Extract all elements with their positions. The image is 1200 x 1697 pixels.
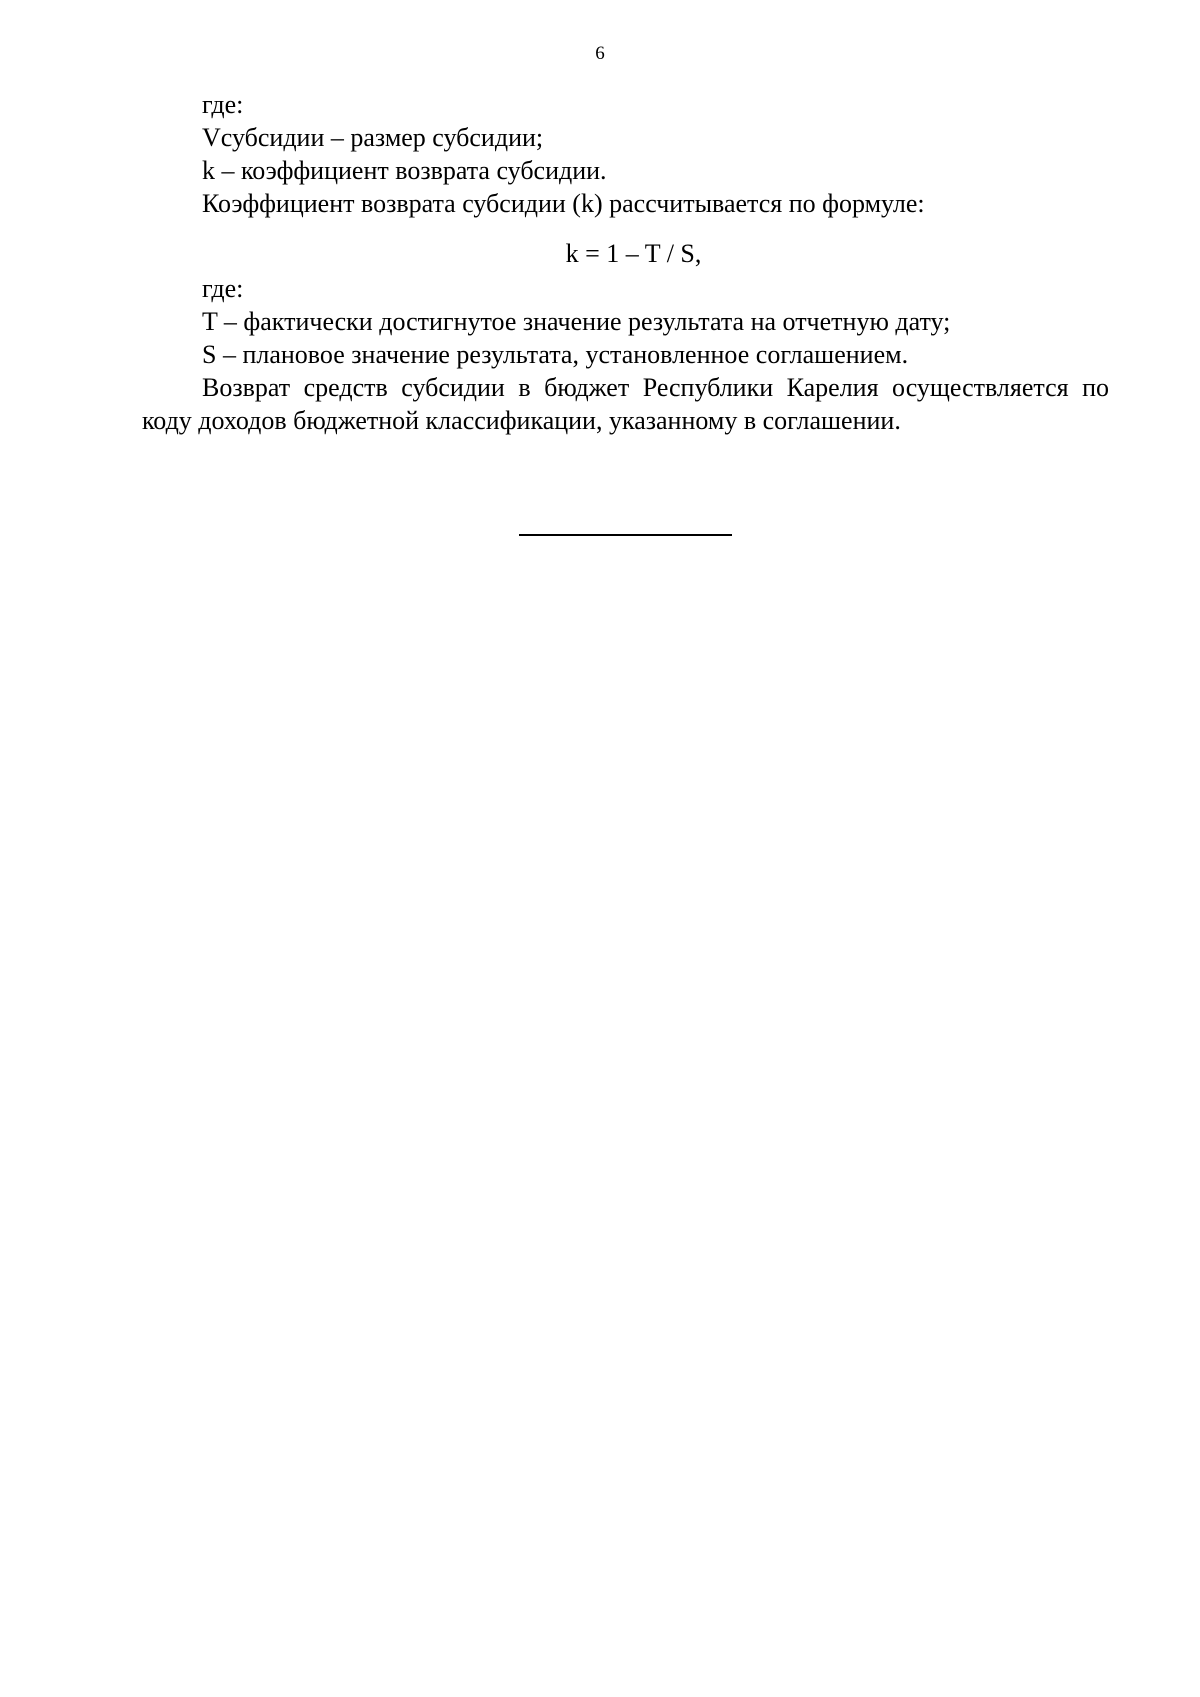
coefficient-intro: Коэффициент возврата субсидии (k) рассчитывается по формуле: <box>202 189 925 218</box>
where-label-2: где: <box>202 274 244 303</box>
definition-k: k – коэффициент возврата субсидии. <box>202 156 607 185</box>
page-number: 6 <box>595 43 605 64</box>
return-paragraph: Возврат средств субсидии в бюджет Республики Карелия осуществляется по коду доходов бюджетной классификации, указанному в соглашении. <box>142 373 1109 435</box>
definition-s: S – плановое значение результата, установленное соглашением. <box>202 340 909 369</box>
definition-t: T – фактически достигнутое значение результата на отчетную дату; <box>202 307 951 336</box>
where-label-1: где: <box>202 90 244 119</box>
end-of-document-rule <box>519 534 732 536</box>
formula: k = 1 – T / S, <box>565 239 702 268</box>
document-body <box>142 88 1109 437</box>
definition-v-subsidy: Vсубсидии – размер субсидии; <box>202 123 544 152</box>
